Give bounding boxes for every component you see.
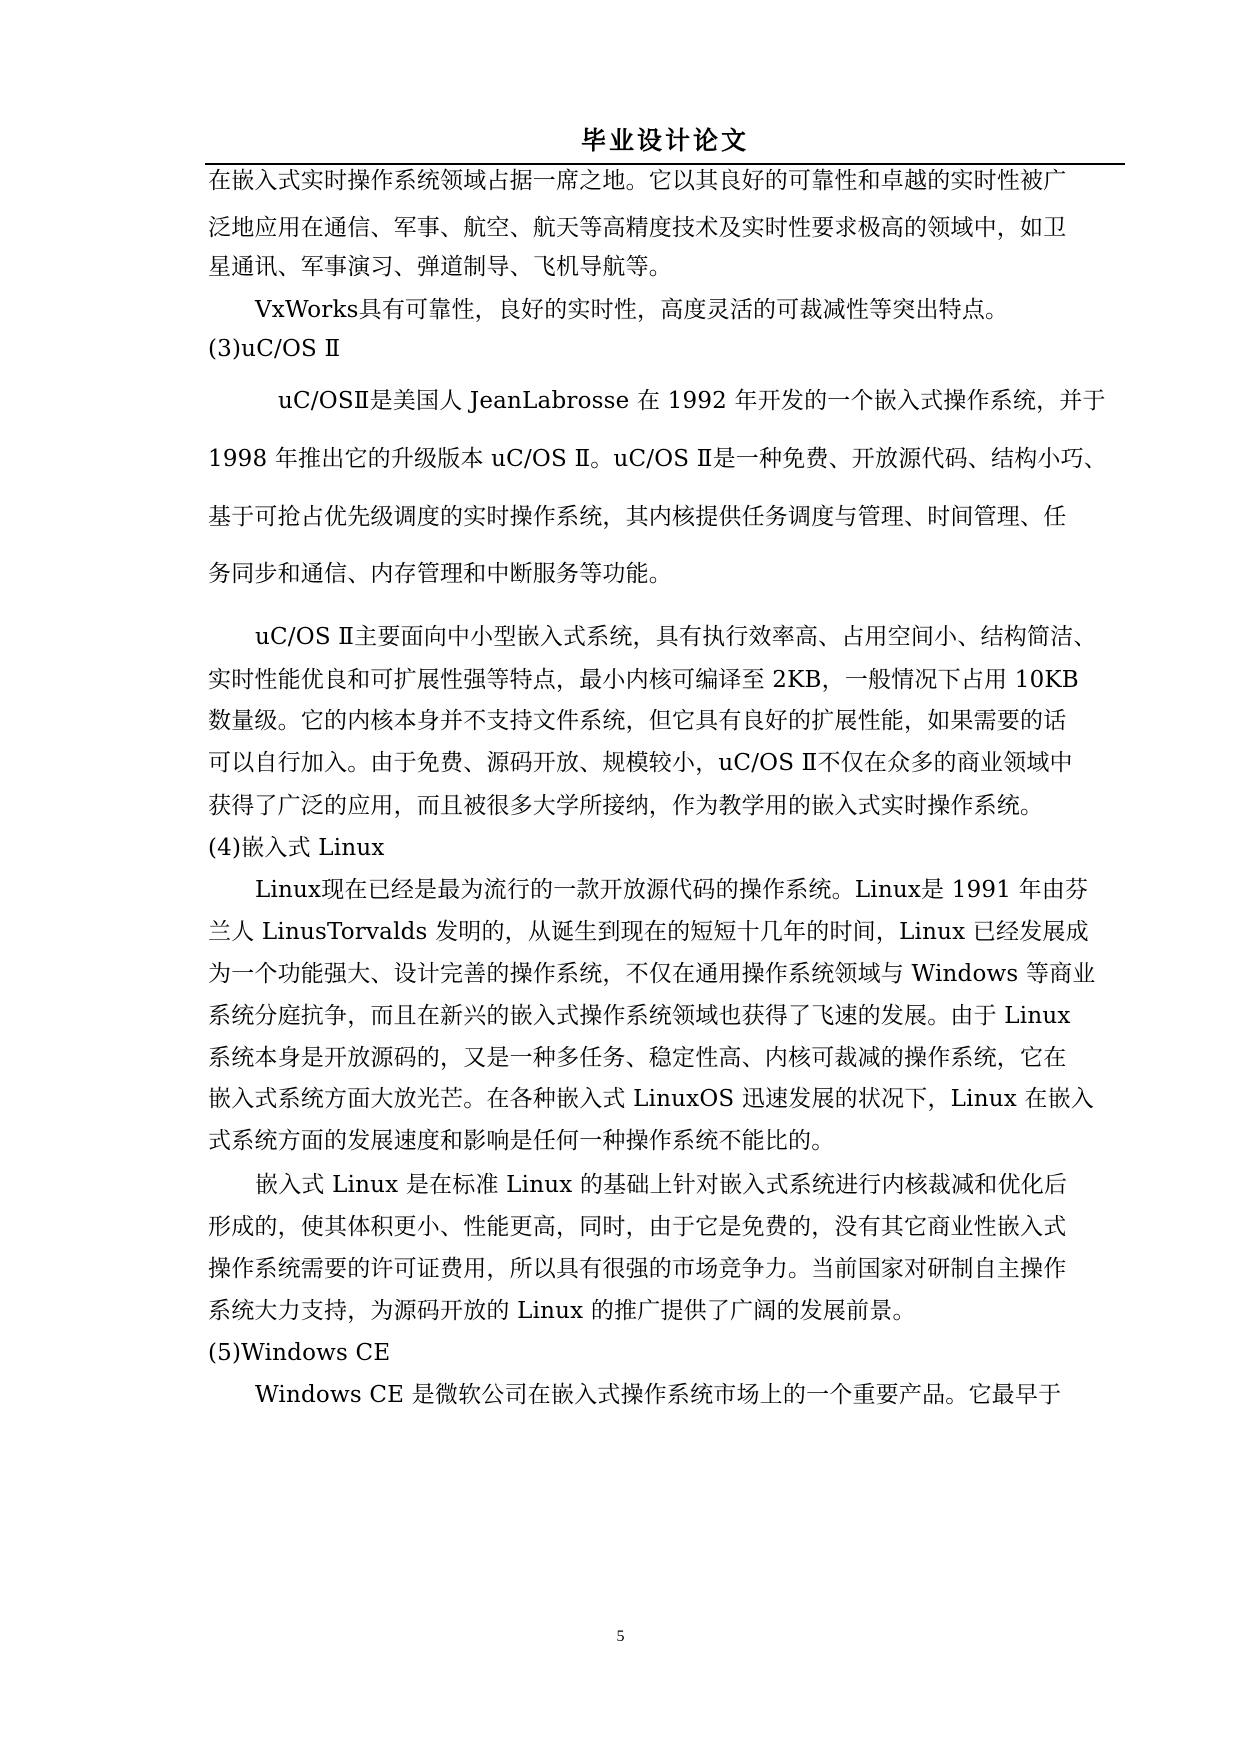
text-line: Windows CE 是微软公司在嵌入式操作系统市场上的一个重要产品。它最早于 [255,1382,1062,1408]
text-line: 数量级。它的内核本身并不支持文件系统，但它具有良好的扩展性能，如果需要的话 [208,708,1067,734]
text-line: 系统分庭抗争，而且在新兴的嵌入式操作系统领域也获得了飞速的发展。由于 Linux [208,1003,1071,1029]
text-line: 式系统方面的发展速度和影响是任何一种操作系统不能比的。 [208,1128,835,1154]
text-line: 形成的，使其体积更小、性能更高，同时，由于它是免费的，没有其它商业性嵌入式 [208,1214,1067,1240]
text-line: 星通讯、军事演习、弹道制导、飞机导航等。 [208,254,672,280]
text-line: uC/OSⅡ是美国人 JeanLabrosse 在 1992 年开发的一个嵌入式操作系统，并于 [278,388,1106,414]
text-line: 操作系统需要的许可证费用，所以具有很强的市场竞争力。当前国家对研制自主操作 [208,1256,1067,1282]
text-line: 系统本身是开放源码的，又是一种多任务、稳定性高、内核可裁减的操作系统，它在 [208,1045,1067,1071]
text-line: 实时性能优良和可扩展性强等特点，最小内核可编译至 2KB，一般情况下占用 10KB [208,667,1079,693]
section-heading: (3)uC/OS Ⅱ [208,336,341,362]
text-line: 1998 年推出它的升级版本 uC/OS Ⅱ。uC/OS Ⅱ是一种免费、开放源代码、结构小巧、 [208,446,1107,472]
text-line: Linux现在已经是最为流行的一款开放源代码的操作系统。Linux是 1991 年由芬 [255,877,1089,903]
text-line: 可以自行加入。由于免费、源码开放、规模较小，uC/OS Ⅱ不仅在众多的商业领域中 [208,750,1073,776]
text-line: 为一个功能强大、设计完善的操作系统，不仅在通用操作系统领域与 Windows 等商业 [208,961,1096,987]
text-line: 嵌入式 Linux 是在标准 Linux 的基础上针对嵌入式系统进行内核裁减和优化后 [255,1172,1068,1198]
page-header [205,124,1125,158]
page-number: 5 [616,1628,625,1645]
text-line: 基于可抢占优先级调度的实时操作系统，其内核提供任务调度与管理、时间管理、任 [208,504,1067,530]
text-line: uC/OS Ⅱ主要面向中小型嵌入式系统，具有执行效率高、占用空间小、结构简洁、 [255,624,1097,650]
header-divider [205,163,1125,165]
header-title: 毕业设计论文 [580,126,749,155]
text-line: 在嵌入式实时操作系统领域占据一席之地。它以其良好的可靠性和卓越的实时性被广 [208,168,1067,194]
section-heading: (5)Windows CE [208,1340,391,1366]
text-line: 务同步和通信、内存管理和中断服务等功能。 [208,561,672,587]
text-line: 泛地应用在通信、军事、航空、航天等高精度技术及实时性要求极高的领域中，如卫 [208,215,1067,241]
text-line: VxWorks具有可靠性，良好的实时性，高度灵活的可裁减性等突出特点。 [255,297,1009,323]
section-heading: (4)嵌入式 Linux [208,835,385,861]
text-line: 获得了广泛的应用，而且被很多大学所接纳，作为教学用的嵌入式实时操作系统。 [208,793,1044,819]
text-line: 嵌入式系统方面大放光芒。在各种嵌入式 LinuxOS 迅速发展的状况下，Linux 在嵌入 [208,1086,1094,1112]
text-line: 兰人 LinusTorvalds 发明的，从诞生到现在的短短十几年的时间，Linux 已经发展成 [208,919,1089,945]
text-line: 系统大力支持，为源码开放的 Linux 的推广提供了广阔的发展前景。 [208,1298,916,1324]
